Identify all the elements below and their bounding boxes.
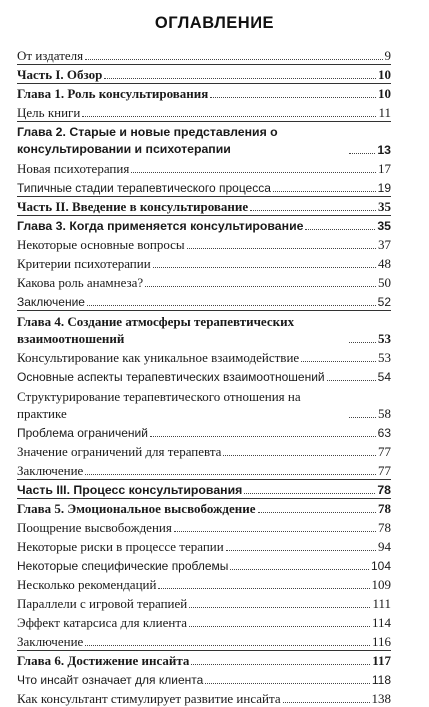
toc-entry-title: Консультирование как уникальное взаимодействие <box>17 350 300 365</box>
toc-entry-title: Глава 1. Роль консультирования <box>17 86 209 101</box>
toc-entry <box>17 102 391 121</box>
toc-entry-page-number: 10 <box>378 86 391 101</box>
toc-list <box>17 45 391 707</box>
dot-leader <box>191 664 370 665</box>
dot-leader <box>210 97 376 98</box>
toc-entry-title: Глава 5. Эмоциональное высвобождение <box>17 501 256 516</box>
dot-leader <box>205 683 370 684</box>
toc-entry-title: Типичные стадии терапевтического процесса <box>17 181 271 195</box>
toc-entry-title: Параллели с игровой терапией <box>17 596 188 611</box>
toc-entry-title: Как консультант стимулирует развитие инсайта <box>17 691 281 706</box>
toc-entry-title: Заключение <box>17 295 85 309</box>
toc-entry-title: Глава 3. Когда применяется консультирование <box>17 219 304 233</box>
toc-entry <box>17 234 391 253</box>
toc-entry <box>17 669 391 688</box>
dot-leader <box>327 380 376 381</box>
toc-entry <box>17 631 391 650</box>
dot-leader <box>150 436 376 437</box>
toc-entry <box>17 612 391 631</box>
dot-leader <box>189 607 370 608</box>
toc-entry-page-number: 10 <box>378 67 391 82</box>
toc-entry-title: Новая психотерапия <box>17 161 130 176</box>
toc-section-entry <box>17 196 391 215</box>
toc-entry-page-number: 77 <box>378 444 391 459</box>
toc-entry-page-number: 48 <box>378 256 391 271</box>
toc-entry <box>17 366 391 385</box>
dot-leader <box>230 569 369 570</box>
toc-entry-page-number: 94 <box>378 539 391 554</box>
toc-section-entry <box>17 215 391 234</box>
toc-entry-title: Поощрение высвобождения <box>17 520 172 535</box>
toc-entry-page-number: 53 <box>378 350 391 365</box>
toc-entry-title: Структурирование терапевтического отношения на практике <box>17 389 301 421</box>
toc-entry-title: Глава 6. Достижение инсайта <box>17 653 190 668</box>
toc-entry <box>17 272 391 291</box>
toc-entry-title: Эффект катарсиса для клиента <box>17 615 187 630</box>
toc-section-entry <box>17 83 391 102</box>
toc-entry-page-number: 19 <box>377 181 391 195</box>
dot-leader <box>85 474 376 475</box>
toc-entry <box>17 45 391 64</box>
toc-entry <box>17 385 391 422</box>
toc-entry-page-number: 116 <box>371 634 391 649</box>
toc-entry-page-number: 17 <box>378 161 391 176</box>
toc-entry-page-number: 37 <box>378 237 391 252</box>
dot-leader <box>189 626 370 627</box>
dot-leader <box>82 116 376 117</box>
toc-entry <box>17 688 391 707</box>
toc-section-entry <box>17 479 391 498</box>
toc-entry-page-number: 78 <box>378 501 391 516</box>
dot-leader <box>131 172 376 173</box>
toc-entry-page-number: 13 <box>377 143 391 157</box>
dot-leader <box>187 248 376 249</box>
dot-leader <box>174 531 376 532</box>
dot-leader <box>158 588 369 589</box>
toc-section-entry <box>17 498 391 517</box>
dot-leader <box>349 153 375 154</box>
toc-entry-page-number: 78 <box>378 520 391 535</box>
toc-entry <box>17 517 391 536</box>
toc-entry-page-number: 78 <box>377 483 391 497</box>
toc-entry-page-number: 11 <box>378 105 391 120</box>
toc-entry <box>17 422 391 441</box>
dot-leader <box>258 512 376 513</box>
toc-entry <box>17 177 391 196</box>
toc-entry-page-number: 109 <box>371 577 391 592</box>
toc-entry-title: Значение ограничений для терапевта <box>17 444 222 459</box>
toc-entry-page-number: 9 <box>384 48 391 63</box>
toc-entry <box>17 253 391 272</box>
toc-entry <box>17 460 391 479</box>
toc-entry-page-number: 118 <box>371 673 391 687</box>
toc-entry-title: Что инсайт означает для клиента <box>17 673 204 687</box>
dot-leader <box>273 191 376 192</box>
toc-entry-page-number: 63 <box>377 426 391 440</box>
toc-entry-title: Цель книги <box>17 105 81 120</box>
toc-entry <box>17 441 391 460</box>
dot-leader <box>223 455 376 456</box>
dot-leader <box>85 59 382 60</box>
toc-entry <box>17 574 391 593</box>
toc-entry-page-number: 35 <box>377 219 391 233</box>
dot-leader <box>104 78 376 79</box>
dot-leader <box>301 361 376 362</box>
toc-entry-page-number: 58 <box>378 406 391 421</box>
toc-entry-title: Некоторые основные вопросы <box>17 237 185 252</box>
toc-entry <box>17 555 391 574</box>
toc-section-entry <box>17 121 391 158</box>
toc-entry-page-number: 54 <box>377 370 391 384</box>
toc-entry <box>17 158 391 177</box>
toc-entry <box>17 347 391 366</box>
toc-entry-page-number: 117 <box>372 653 391 668</box>
toc-entry <box>17 536 391 555</box>
dot-leader <box>85 645 370 646</box>
page-title: ОГЛАВЛЕНИЕ <box>154 14 275 32</box>
dot-leader <box>87 305 376 306</box>
dot-leader <box>250 210 376 211</box>
toc-entry-title: Несколько рекомендаций <box>17 577 157 592</box>
toc-entry-page-number: 114 <box>371 615 391 630</box>
toc-entry-page-number: 35 <box>378 199 391 214</box>
toc-section-entry <box>17 650 391 669</box>
toc-entry-title: Основные аспекты терапевтических взаимоотношений <box>17 370 325 384</box>
dot-leader <box>226 550 376 551</box>
toc-entry-page-number: 138 <box>371 691 391 706</box>
toc-entry-title: Глава 4. Создание атмосферы терапевтических взаимоотношений <box>17 314 295 346</box>
dot-leader <box>349 342 376 343</box>
toc-entry-title: Заключение <box>17 634 84 649</box>
toc-entry <box>17 291 391 310</box>
toc-entry-page-number: 50 <box>378 275 391 290</box>
toc-entry-title: Некоторые специфические проблемы <box>17 559 229 573</box>
toc-entry-page-number: 77 <box>378 463 391 478</box>
toc-entry-title: Часть III. Процесс консультирования <box>17 483 243 497</box>
toc-entry-page-number: 53 <box>378 331 391 346</box>
toc-entry-title: Часть II. Введение в консультирование <box>17 199 249 214</box>
dot-leader <box>283 702 370 703</box>
toc-entry-title: Критерии психотерапии <box>17 256 151 271</box>
toc-section-entry <box>17 310 391 347</box>
dot-leader <box>305 229 375 230</box>
toc-entry-title: Какова роль анамнеза? <box>17 275 144 290</box>
dot-leader <box>145 286 376 287</box>
toc-entry-page-number: 52 <box>377 295 391 309</box>
toc-entry-title: Глава 2. Старые и новые представления о консультировании и психотерапии <box>17 125 278 156</box>
dot-leader <box>153 267 376 268</box>
dot-leader <box>244 493 375 494</box>
toc-entry-title: Заключение <box>17 463 84 478</box>
toc-entry-title: Некоторые риски в процессе терапии <box>17 539 224 554</box>
toc-entry-title: Часть I. Обзор <box>17 67 103 82</box>
toc-entry-title: Проблема ограничений <box>17 426 148 440</box>
toc-entry-page-number: 104 <box>370 559 391 573</box>
toc-entry-page-number: 111 <box>372 596 391 611</box>
toc-entry-title: От издателя <box>17 48 84 63</box>
toc-entry <box>17 593 391 612</box>
toc-section-entry <box>17 64 391 83</box>
dot-leader <box>349 417 376 418</box>
